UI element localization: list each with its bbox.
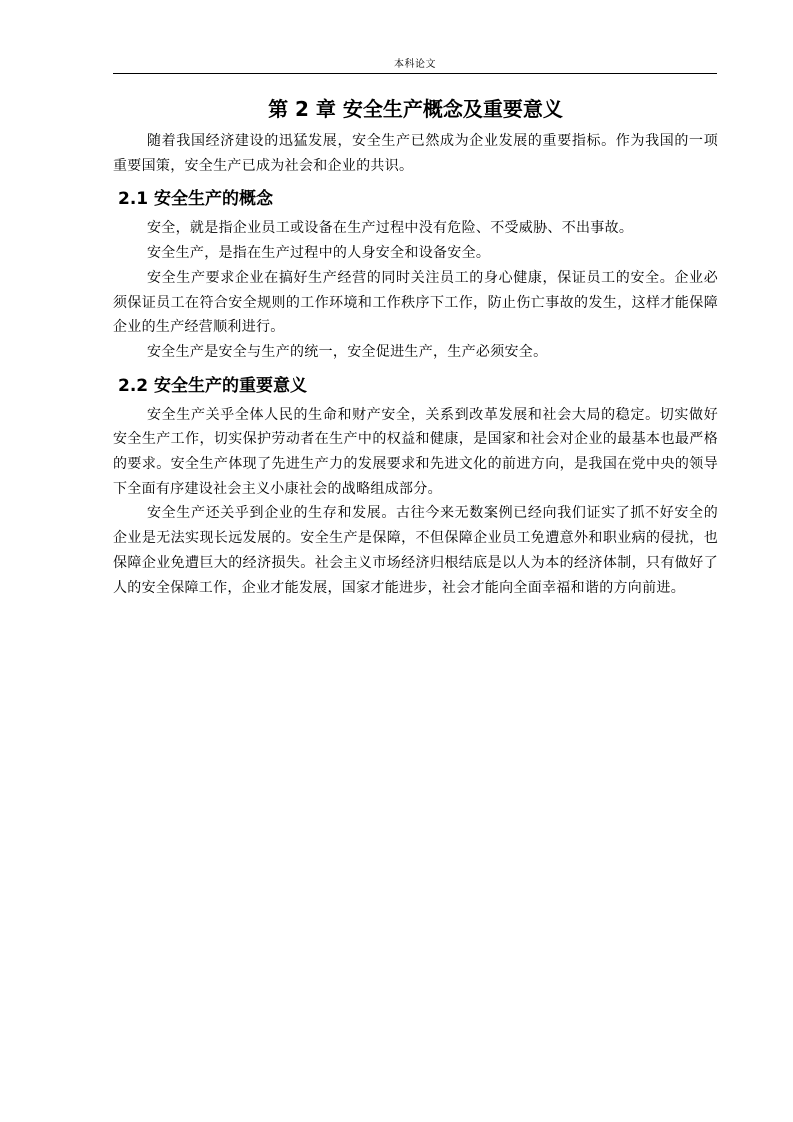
page-content	[113, 89, 718, 600]
chapter-title: 第 2 章 安全生产概念及重要意义	[268, 97, 563, 121]
page-header	[113, 52, 717, 74]
section-body-2-2	[113, 403, 718, 601]
paragraph: 安全生产关乎全体人民的生命和财产安全，关系到改革发展和社会大局的稳定。切实做好安全生产工作，切实保护劳动者在生产中的权益和健康，是国家和社会对企业的最基本也最严格的要求。安全生产体现了先进生产力的发展要求和先进文化的前进方向，是我国在党中央的领导下全面有序建设社会主义小康社会的战略组成部分。	[113, 406, 718, 497]
paragraph: 安全，就是指企业员工或设备在生产过程中没有危险、不受威胁、不出事故。	[147, 220, 634, 237]
paragraph: 安全生产，是指在生产过程中的人身安全和设备安全。	[147, 245, 491, 262]
section-title-2-1: 2.1 安全生产的概念	[118, 189, 274, 210]
header-text: 本科论文	[394, 59, 436, 70]
section-title-2-2: 2.2 安全生产的重要意义	[118, 375, 308, 396]
chapter-intro-paragraph: 随着我国经济建设的迅猛发展，安全生产已然成为企业发展的重要指标。作为我国的一项重要国策，安全生产已成为社会和企业的共识。	[113, 133, 718, 174]
paragraph: 安全生产要求企业在搞好生产经营的同时关注员工的身心健康，保证员工的安全。企业必须保证员工在符合安全规则的工作环境和工作秩序下工作，防止伤亡事故的发生，这样才能保障企业的生产经营顺利进行。	[113, 269, 718, 336]
paragraph: 安全生产是安全与生产的统一，安全促进生产，生产必须安全。	[147, 343, 548, 360]
section-body-2-1	[113, 216, 718, 364]
paragraph: 安全生产还关乎到企业的生存和发展。古往今来无数案例已经向我们证实了抓不好安全的企业是无法实现长远发展的。安全生产是保障，不但保障企业员工免遭意外和职业病的侵扰，也保障企业免遭巨大的经济损失。社会主义市场经济归根结底是以人为本的经济体制，只有做好了人的安全保障工作，企业才能发展，国家才能进步，社会才能向全面幸福和谐的方向前进。	[113, 505, 718, 596]
